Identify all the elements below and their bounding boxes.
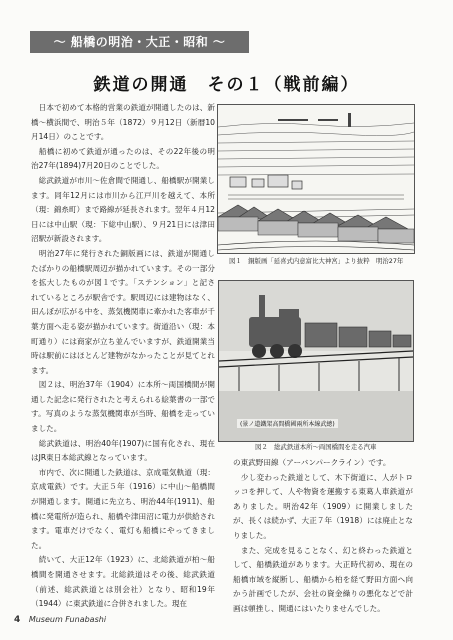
figure-1-copperplate-engraving — [217, 104, 415, 254]
article-title: 鉄道の開通 その１（戦前編） — [93, 75, 360, 95]
paragraph: 総武鉄道は、明治40年(1907)に国有化され、現在はJR東日本総武線となっています。 — [31, 438, 215, 463]
figure-2-steam-train-photo — [218, 280, 414, 442]
paragraph: また、完成を見ることなく、幻と終わった鉄道として、船橋鉄道があります。大正時代初め、現在の船橋市域を縦断し、船橋から柏を経て野田方面へ向かう計画でしたが、会社の資金繰りの悪化などで計画は頓挫し、開通にはいたりませんでした。 — [233, 545, 413, 613]
paragraph: 船橋に初めて鉄道が通ったのは、その22年後の明治27年(1894)7月20日のことでした。 — [31, 146, 215, 171]
section-banner: 〜 船橋の明治・大正・昭和 〜 — [30, 31, 249, 53]
figure-2-caption: 図２ 総武鉄道本所〜両国橋間を走る汽車 — [255, 443, 377, 451]
paragraph: 市内で、次に開通した鉄道は、京成電気軌道（現：京成電鉄）です。大正５年（1916）に中山〜船橋間が開通します。開通に先立ち、明治44年(1911)、船橋に発電所が造られ、船橋や津田沼に電力が供給されます。電車だけでなく、電灯も船橋にやってきました。 — [31, 467, 215, 550]
paragraph: 続いて、大正12年（1923）に、北総鉄道が柏〜船橋間を開通させます。北総鉄道はその後、総武鉄道（前述、総武鉄道とは別会社）となり、昭和19年（1944）に東武鉄道に合併されました。現在 — [31, 555, 215, 609]
paragraph: 明治27年に発行された銅版画には、鉄道が開通したばかりの船橋駅周辺が描かれています。その一部分を拡大したものが図１です。「ステンション」と記されているところが駅舎です。駅周辺には建物はなく、田んぼが広がる中を、蒸気機関車に牽かれた客車が千葉方面へ走る姿が描かれています。街道沿い（現：本町通り）には商家が立ち並んでいますが、鉄道開業当時は駅前にはほとんど建物がなかったことが見てとれます。 — [31, 248, 215, 375]
paragraph: 少し変わった鉄道として、木下街道に、人がトロッコを押して、人や物資を運搬する東葛人車鉄道がありました。明治42年（1909）に開業しましたが、長くは続かず、大正７年（1918）には廃止となりました。 — [233, 472, 413, 540]
magazine-name: Museum Funabashi — [28, 615, 107, 624]
left-column — [31, 101, 215, 612]
page-number: 4 — [14, 615, 21, 625]
paragraph: 日本で初めて本格的営業の鉄道が開通したのは、新橋〜横浜間で、明治５年（1872）９月12日（新暦10月14日）のことです。 — [31, 103, 215, 142]
page-footer — [14, 615, 106, 625]
paragraph: 図２は、明治37年（1904）に本所〜両国橋間が開通した記念に発行されたと考えられる絵葉書の一部です。写真のような蒸気機関車が当時、船橋を走っていました。 — [31, 380, 215, 434]
steam-train-photo — [219, 281, 413, 441]
figure-1-caption: 図１ 銅版画「延喜式内意富比大神宮」より抜粋 明治27年 — [229, 257, 404, 265]
paragraph: 総武鉄道が市川〜佐倉間で開通し、船橋駅が開業します。同年12月には市川から江戸川を越えて、本所（現：錦糸町）まで路線が延長されます。翌年４月12日には中山駅（現：下総中山駅）、９月21日には津田沼駅が新設されます。 — [31, 175, 215, 244]
photo-caption-label: (景ノ道鐵架高間橋國兩所本線武總) — [237, 419, 338, 428]
paragraph: の東武野田線（アーバンパークライン）です。 — [233, 458, 391, 467]
right-column — [233, 456, 413, 617]
engraving-illustration — [218, 105, 414, 253]
